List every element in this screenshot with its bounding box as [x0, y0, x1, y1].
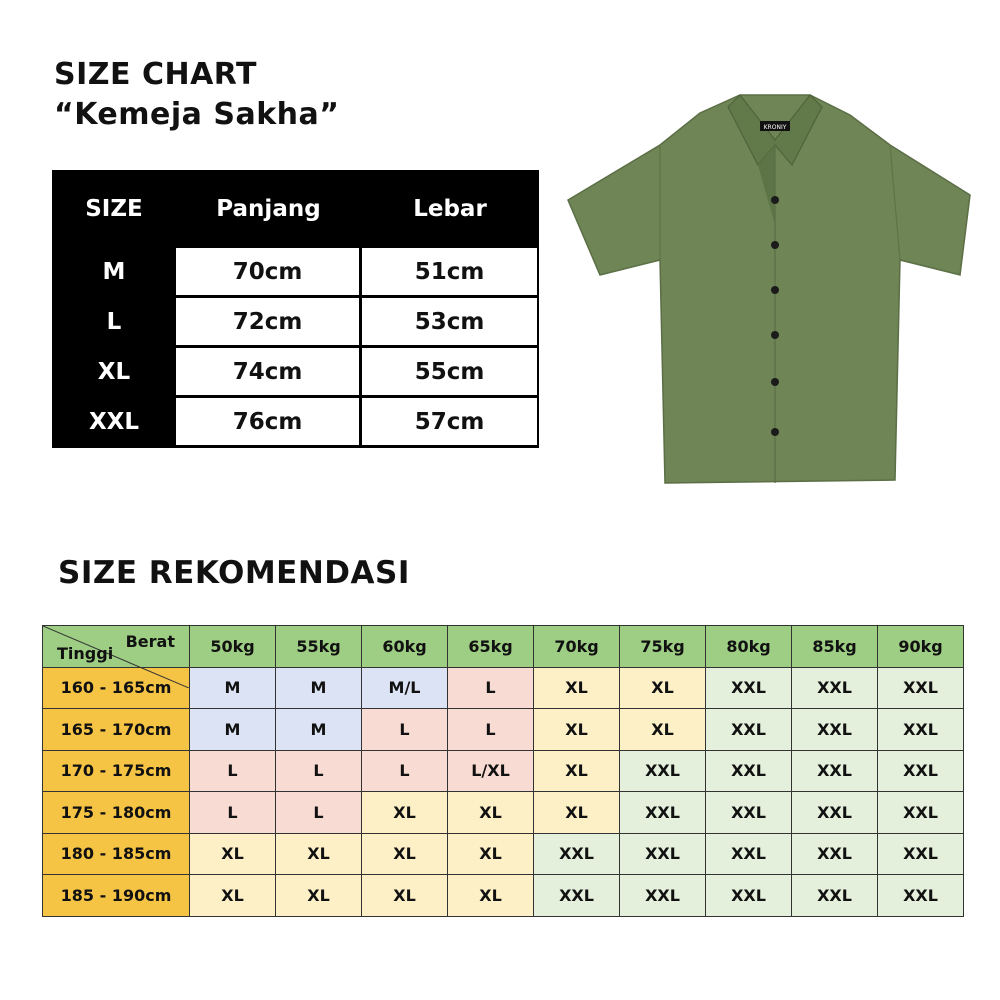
panjang-value: 74cm	[176, 348, 359, 395]
weight-header: 55kg	[276, 626, 362, 668]
recommended-size: XL	[534, 667, 620, 709]
recommended-size: XL	[362, 833, 448, 875]
recommended-size: L	[448, 667, 534, 709]
recommended-size: XXL	[878, 667, 964, 709]
recommended-size: XL	[276, 875, 362, 917]
button-icon	[771, 286, 779, 294]
recommended-size: L	[362, 709, 448, 751]
recommended-size: XXL	[792, 833, 878, 875]
recommended-size: XXL	[706, 875, 792, 917]
recommended-size: M	[276, 709, 362, 751]
height-range: 170 - 175cm	[43, 750, 190, 792]
recommended-size: XL	[534, 792, 620, 834]
lebar-value: 53cm	[362, 298, 537, 345]
panjang-value: 72cm	[176, 298, 359, 345]
recommended-size: XXL	[620, 833, 706, 875]
recommended-size: M/L	[362, 667, 448, 709]
table-corner	[43, 626, 190, 668]
recommended-size: XXL	[706, 667, 792, 709]
recommended-size: XL	[276, 833, 362, 875]
recommendation-title: SIZE REKOMENDASI	[58, 555, 410, 591]
height-range: 180 - 185cm	[43, 833, 190, 875]
height-range: 165 - 170cm	[43, 709, 190, 751]
recommended-size: XXL	[620, 750, 706, 792]
corner-label-height: Tinggi	[57, 643, 114, 663]
recommended-size: XL	[534, 750, 620, 792]
panjang-value: 76cm	[176, 398, 359, 445]
recommended-size: M	[190, 709, 276, 751]
recommended-size: XXL	[706, 833, 792, 875]
recommended-size: M	[190, 667, 276, 709]
lebar-value: 57cm	[362, 398, 537, 445]
recommended-size: L	[276, 792, 362, 834]
recommended-size: L	[276, 750, 362, 792]
table-row	[43, 875, 964, 917]
header-lebar: Lebar	[413, 196, 487, 222]
recommended-size: L/XL	[448, 750, 534, 792]
recommended-size: XL	[190, 833, 276, 875]
height-range: 185 - 190cm	[43, 875, 190, 917]
header-panjang: Panjang	[216, 196, 321, 222]
weight-header: 75kg	[620, 626, 706, 668]
lebar-value: 51cm	[362, 248, 537, 295]
weight-header: 85kg	[792, 626, 878, 668]
shirt-product-image	[560, 85, 990, 490]
recommended-size: XXL	[706, 750, 792, 792]
recommended-size: XL	[620, 667, 706, 709]
recommended-size: XXL	[792, 750, 878, 792]
lebar-value: 55cm	[362, 348, 537, 395]
button-icon	[771, 196, 779, 204]
recommended-size: XL	[448, 833, 534, 875]
recommended-size: L	[362, 750, 448, 792]
weight-header: 60kg	[362, 626, 448, 668]
size-chart-table	[52, 170, 539, 448]
recommended-size: XXL	[878, 875, 964, 917]
size-label: M	[102, 259, 126, 285]
table-row	[43, 833, 964, 875]
size-label: XL	[97, 359, 131, 385]
product-name: “Kemeja Sakha”	[54, 97, 340, 132]
recommended-size: XL	[362, 875, 448, 917]
recommended-size: XXL	[792, 875, 878, 917]
recommended-size: XXL	[620, 792, 706, 834]
brand-label: KRONIY	[763, 124, 787, 131]
size-recommendation-table	[42, 625, 964, 917]
size-chart-title: SIZE CHART	[54, 57, 258, 92]
recommended-size: XXL	[534, 875, 620, 917]
height-range: 160 - 165cm	[43, 667, 190, 709]
recommended-size: L	[190, 792, 276, 834]
button-icon	[771, 428, 779, 436]
recommended-size: XL	[448, 875, 534, 917]
recommended-size: XXL	[792, 667, 878, 709]
recommended-size: XXL	[792, 709, 878, 751]
table-row	[43, 792, 964, 834]
recommended-size: XL	[362, 792, 448, 834]
button-icon	[771, 331, 779, 339]
recommended-size: L	[448, 709, 534, 751]
recommended-size: XXL	[878, 750, 964, 792]
recommended-size: XXL	[706, 709, 792, 751]
recommended-size: XXL	[706, 792, 792, 834]
size-label: XXL	[88, 409, 140, 435]
recommended-size: XXL	[878, 709, 964, 751]
weight-header: 50kg	[190, 626, 276, 668]
weight-header: 70kg	[534, 626, 620, 668]
recommended-size: XL	[534, 709, 620, 751]
recommended-size: XL	[190, 875, 276, 917]
corner-label-weight: Berat	[125, 632, 175, 651]
table-row	[43, 750, 964, 792]
weight-header: 90kg	[878, 626, 964, 668]
recommended-size: M	[276, 667, 362, 709]
height-range: 175 - 180cm	[43, 792, 190, 834]
panjang-value: 70cm	[176, 248, 359, 295]
table-row	[43, 709, 964, 751]
recommended-size: XXL	[534, 833, 620, 875]
weight-header: 80kg	[706, 626, 792, 668]
header-size: SIZE	[85, 196, 143, 222]
recommended-size: XL	[448, 792, 534, 834]
button-icon	[771, 241, 779, 249]
recommended-size: XXL	[878, 833, 964, 875]
recommended-size: XXL	[878, 792, 964, 834]
size-label: L	[106, 309, 122, 335]
recommended-size: XXL	[792, 792, 878, 834]
recommended-size: XL	[620, 709, 706, 751]
recommended-size: L	[190, 750, 276, 792]
button-icon	[771, 378, 779, 386]
recommended-size: XXL	[620, 875, 706, 917]
weight-header: 65kg	[448, 626, 534, 668]
